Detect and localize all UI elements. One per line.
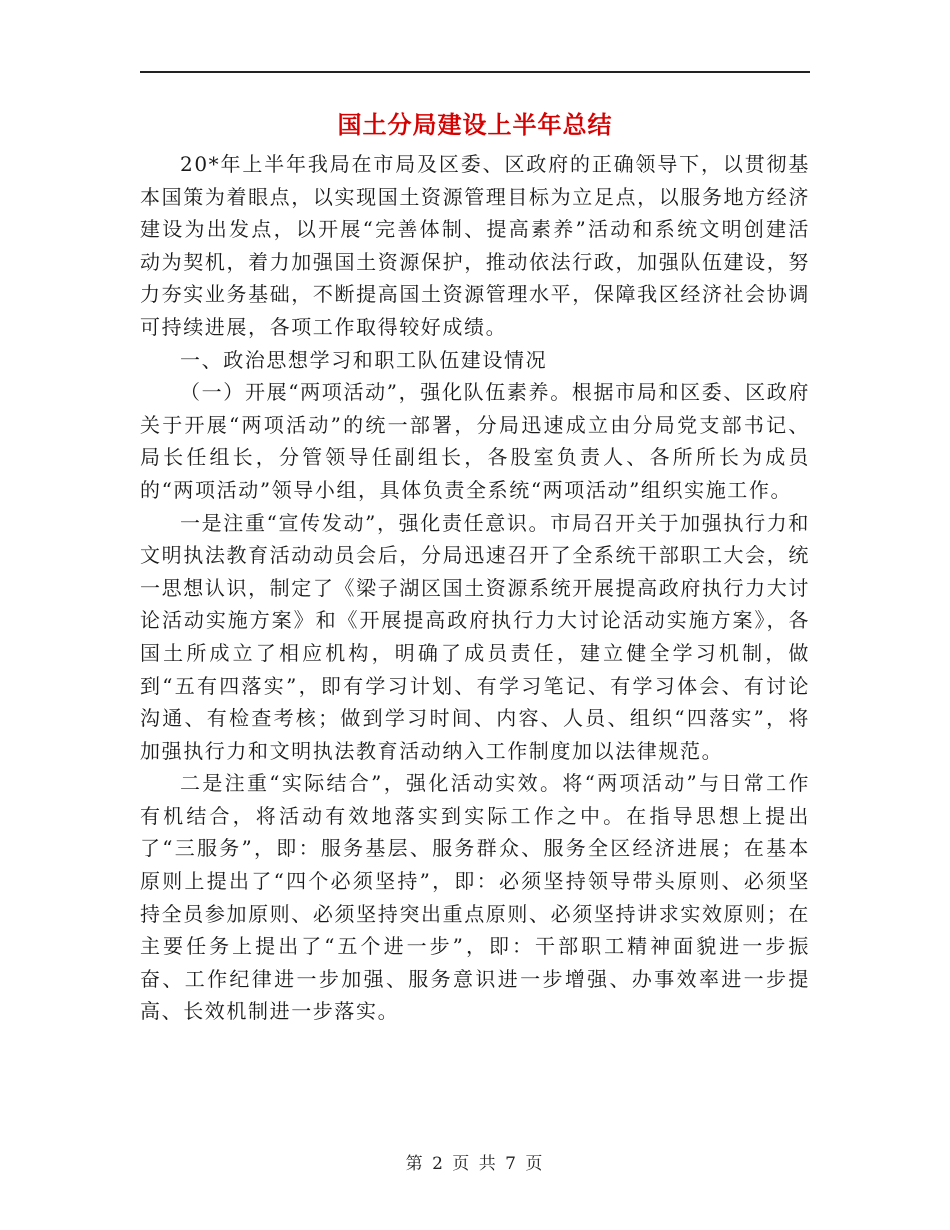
page-number-footer: 第 2 页 共 7 页 [405, 1154, 545, 1174]
paragraph-point-2: 二是注重“实际结合”，强化活动实效。将“两项活动”与日常工作有机结合，将活动有效地落实到实际工作之中。在指导思想上提出了“三服务”，即：服务基层、服务群众、服务全区经济进展；在基本原则上提出了“四个必须坚持”，即：必须坚持领导带头原则、必须坚持全员参加原则、必须坚持突出重点原则、必须坚持讲求实效原则；在主要任务上提出了“五个进一步”，即：干部职工精神面貌进一步振奋、工作纪律进一步加强、服务意识进一步增强、办事效率进一步提高、长效机制进一步落实。 [140, 771, 810, 1024]
paragraph-subsection-1: （一）开展“两项活动”，强化队伍素养。根据市局和区委、区政府关于开展“两项活动”的统一部署，分局迅速成立由分局党支部书记、局长任组长，分管领导任副组长，各股室负责人、各所所长为成员的“两项活动”领导小组，具体负责全系统“两项活动”组织实施工作。 [140, 380, 810, 502]
header-rule [140, 71, 810, 73]
document-title: 国土分局建设上半年总结 [337, 110, 613, 139]
section-heading-1: 一、政治思想学习和职工队伍建设情况 [180, 347, 548, 372]
document-body [140, 148, 810, 1028]
paragraph-intro: 20*年上半年我局在市局及区委、区政府的正确领导下，以贯彻基本国策为着眼点，以实现国土资源管理目标为立足点，以服务地方经济建设为出发点，以开展“完善体制、提高素养”活动和系统文明创建活动为契机，着力加强国土资源保护，推动依法行政，加强队伍建设，努力夯实业务基础，不断提高国土资源管理水平，保障我区经济社会协调可持续进展，各项工作取得较好成绩。 [140, 152, 810, 339]
paragraph-point-1: 一是注重“宣传发动”，强化责任意识。市局召开关于加强执行力和文明执法教育活动动员会后，分局迅速召开了全系统干部职工大会，统一思想认识，制定了《梁子湖区国土资源系统开展提高政府执行力大讨论活动实施方案》和《开展提高政府执行力大讨论活动实施方案》，各国土所成立了相应机构，明确了成员责任，建立健全学习机制，做到“五有四落实”，即有学习计划、有学习笔记、有学习体会、有讨论沟通、有检查考核；做到学习时间、内容、人员、组织“四落实”，将加强执行力和文明执法教育活动纳入工作制度加以法律规范。 [140, 510, 810, 763]
